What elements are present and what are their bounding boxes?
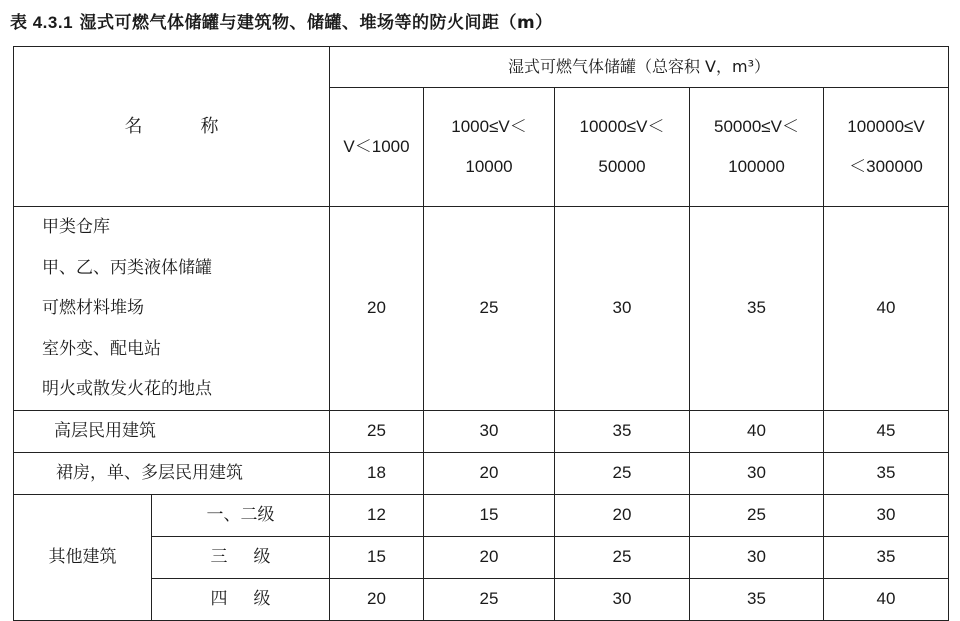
column-header-1 (330, 88, 424, 207)
table-cell: 18 (330, 453, 424, 495)
table-cell: 40 (824, 207, 949, 411)
row-label: 甲、乙、丙类液体储罐 (42, 257, 212, 278)
table-cell: 15 (424, 495, 555, 537)
table-cell: 40 (824, 579, 949, 621)
grade-label-b: 级 (253, 589, 271, 610)
table-cell: 35 (690, 579, 824, 621)
table-cell: 25 (424, 207, 555, 411)
column-header-3-line-2: 50000 (598, 157, 646, 176)
table-cell: 20 (424, 453, 555, 495)
table-cell: 30 (824, 495, 949, 537)
table-cell: 30 (424, 411, 555, 453)
table-cell: 25 (555, 537, 690, 579)
column-header-2-line-2: 10000 (465, 157, 513, 176)
table-cell: 30 (690, 537, 824, 579)
capacity-caption: 湿式可燃气体储罐（总容积 V，m³） (507, 57, 771, 77)
table-title-text: 湿式可燃气体储罐与建筑物、储罐、堆场等的防火间距（m） (79, 13, 553, 33)
table-cell: 35 (555, 411, 690, 453)
table-cell: 35 (824, 453, 949, 495)
table-cell: 40 (690, 411, 824, 453)
capacity-caption-cell (330, 47, 949, 88)
table-title (10, 8, 553, 33)
column-header-5-line-2: ＜300000 (849, 157, 923, 176)
row-label: 裙房，单、多层民用建筑 (14, 453, 330, 495)
table-cell: 15 (330, 537, 424, 579)
table-row (14, 453, 949, 495)
row-sublabel (152, 537, 330, 579)
row-group-label: 其他建筑 (14, 495, 152, 621)
table-cell: 12 (330, 495, 424, 537)
fire-separation-table (13, 46, 949, 621)
column-header-3 (555, 88, 690, 207)
column-header-3-line-1: 10000≤V＜ (579, 117, 665, 136)
row-label: 室外变、配电站 (42, 338, 161, 359)
table-number: 表 4.3.1 (10, 13, 74, 32)
row-label: 甲类仓库 (42, 217, 110, 238)
table-cell: 20 (330, 207, 424, 411)
table-cell: 30 (555, 579, 690, 621)
name-header-cell (14, 47, 330, 207)
table-row (14, 495, 949, 537)
table-row (14, 207, 949, 411)
name-header-char-1: 名 (124, 115, 143, 137)
table-cell: 20 (424, 537, 555, 579)
grade-label: 一、二级 (206, 505, 275, 526)
column-header-4-line-2: 100000 (728, 157, 785, 176)
table-cell: 25 (424, 579, 555, 621)
table-cell: 20 (330, 579, 424, 621)
column-header-5-line-1: 100000≤V (847, 117, 925, 136)
table-cell: 20 (555, 495, 690, 537)
table-row (14, 579, 949, 621)
grade-label-a: 三 (210, 547, 228, 568)
column-header-5 (824, 88, 949, 207)
row-label: 可燃材料堆场 (42, 298, 144, 319)
table-row (14, 411, 949, 453)
row-label: 高层民用建筑 (14, 411, 330, 453)
table-cell: 30 (690, 453, 824, 495)
table-cell: 35 (690, 207, 824, 411)
group1-names-cell (14, 207, 330, 411)
table-cell: 25 (690, 495, 824, 537)
row-sublabel (152, 579, 330, 621)
table-cell: 25 (330, 411, 424, 453)
column-header-2-line-1: 1000≤V＜ (451, 117, 527, 136)
table-cell: 30 (555, 207, 690, 411)
name-header-char-2: 称 (200, 115, 219, 137)
column-header-2 (424, 88, 555, 207)
column-header-4-line-1: 50000≤V＜ (714, 117, 799, 136)
grade-label-a: 四 (210, 589, 228, 610)
table-cell: 35 (824, 537, 949, 579)
grade-label-b: 级 (253, 547, 271, 568)
column-header-1-line-1: V＜1000 (343, 137, 410, 156)
row-sublabel (152, 495, 330, 537)
table-cell: 45 (824, 411, 949, 453)
column-header-4 (690, 88, 824, 207)
row-label: 明火或散发火花的地点 (42, 379, 212, 400)
table-cell: 25 (555, 453, 690, 495)
table-row (14, 537, 949, 579)
